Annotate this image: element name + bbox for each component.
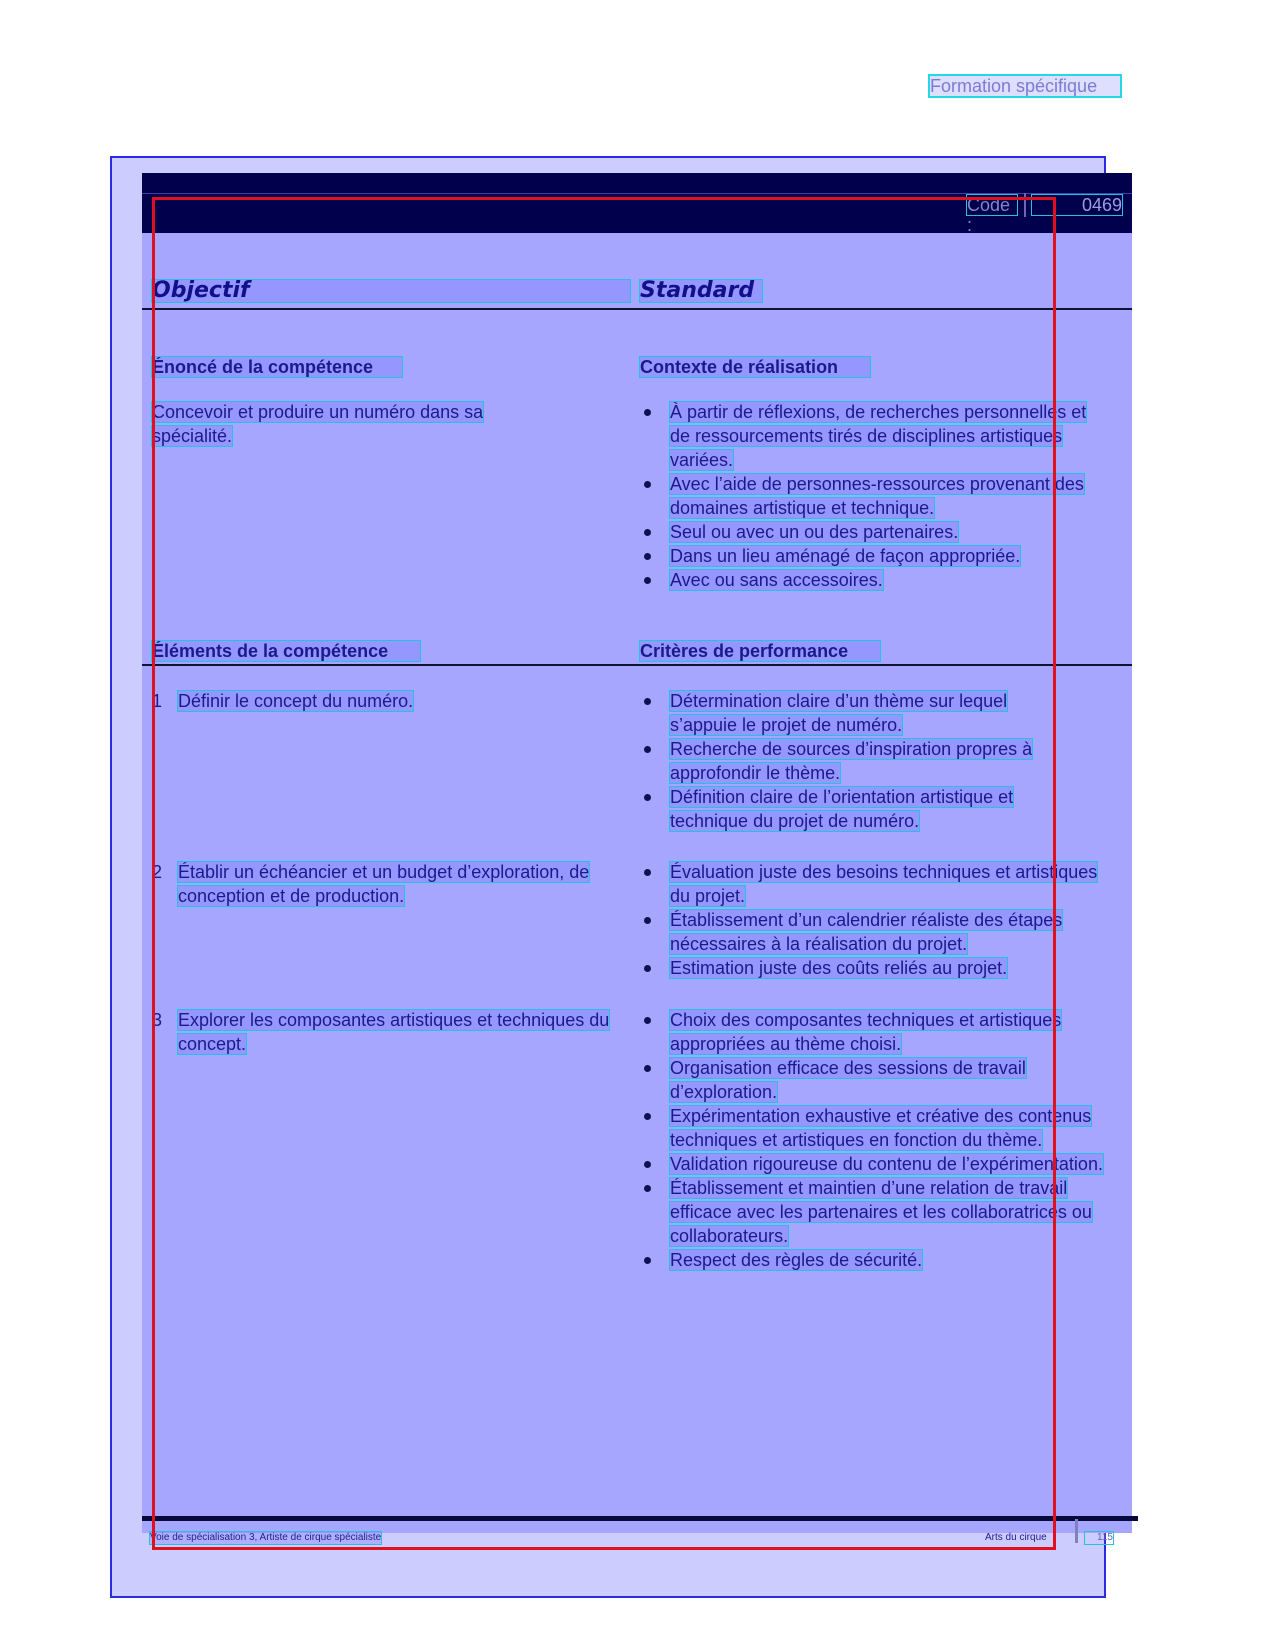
- content-area: [142, 173, 1132, 1533]
- criteria-list: [640, 1008, 1115, 1272]
- standard-heading: Standard: [640, 280, 762, 302]
- criteria-item: Validation rigoureuse du contenu de l’expérimentation.: [640, 1152, 1115, 1176]
- objective-heading: Objectif: [152, 280, 630, 302]
- element-item: [152, 860, 632, 908]
- element-number: 3: [152, 1010, 163, 1030]
- criteria-item: Choix des composantes techniques et artistiques appropriées au thème choisi.: [640, 1008, 1115, 1056]
- criteria-item: Recherche de sources d’inspiration propres à approfondir le thème.: [640, 737, 1068, 785]
- footer-title: Arts du cirque: [985, 1532, 1047, 1543]
- element-item: [152, 1008, 632, 1056]
- document-section-label: Formation spécifique: [930, 76, 1120, 96]
- competence-heading: Énoncé de la compétence: [152, 357, 402, 377]
- criteria-item: Estimation juste des coûts reliés au projet.: [640, 956, 1115, 980]
- footer-separator: [1075, 1519, 1078, 1543]
- competence-statement: Concevoir et produire un numéro dans sa spécialité.: [152, 402, 484, 446]
- element-text: Explorer les composantes artistiques et techniques du concept.: [178, 1010, 610, 1054]
- code-label: Code :: [967, 195, 1017, 215]
- criteria-item: Détermination claire d’un thème sur lequel s’appuie le projet de numéro.: [640, 689, 1068, 737]
- criteria-item: Organisation efficace des sessions de travail d’exploration.: [640, 1056, 1115, 1104]
- divider: [142, 308, 1132, 310]
- criteria-list: [640, 860, 1115, 980]
- elements-heading: Éléments de la compétence: [152, 641, 420, 661]
- criteria-item: Établissement et maintien d’une relation de travail efficace avec les partenaires et les collaboratrices ou collaborateurs.: [640, 1176, 1115, 1248]
- criteria-item: Expérimentation exhaustive et créative des contenus techniques et artistiques en fonction du thème.: [640, 1104, 1115, 1152]
- element-text: Établir un échéancier et un budget d’exploration, de conception et de production.: [178, 862, 590, 906]
- criteria-item: Établissement d’un calendrier réaliste des étapes nécessaires à la réalisation du projet.: [640, 908, 1115, 956]
- context-item: À partir de réflexions, de recherches personnelles et de ressourcements tirés de disciplines artistiques variées.: [640, 400, 1100, 472]
- context-list: [640, 400, 1100, 592]
- criteria-item: Définition claire de l’orientation artistique et technique du projet de numéro.: [640, 785, 1068, 833]
- context-item: Avec ou sans accessoires.: [640, 568, 1100, 592]
- context-item: Seul ou avec un ou des partenaires.: [640, 520, 1100, 544]
- element-number: 1: [152, 691, 163, 711]
- code-value: 0469: [1032, 195, 1122, 215]
- page-number: 115: [1085, 1532, 1113, 1544]
- element-text: Définir le concept du numéro.: [178, 691, 414, 711]
- criteria-heading: Critères de performance: [640, 641, 880, 661]
- criteria-item: Respect des règles de sécurité.: [640, 1248, 1115, 1272]
- divider: [142, 664, 1132, 666]
- code-separator: [1024, 193, 1026, 217]
- context-item: Dans un lieu aménagé de façon appropriée.: [640, 544, 1100, 568]
- criteria-item: Évaluation juste des besoins techniques et artistiques du projet.: [640, 860, 1115, 908]
- context-heading: Contexte de réalisation: [640, 357, 870, 377]
- footer-program: Voie de spécialisation 3, Artiste de cirque spécialiste: [150, 1532, 382, 1543]
- criteria-list: [640, 689, 1068, 833]
- element-number: 2: [152, 862, 163, 882]
- element-item: [152, 689, 632, 713]
- context-item: Avec l’aide de personnes-ressources provenant des domaines artistique et technique.: [640, 472, 1100, 520]
- footer-rule: [142, 1516, 1138, 1521]
